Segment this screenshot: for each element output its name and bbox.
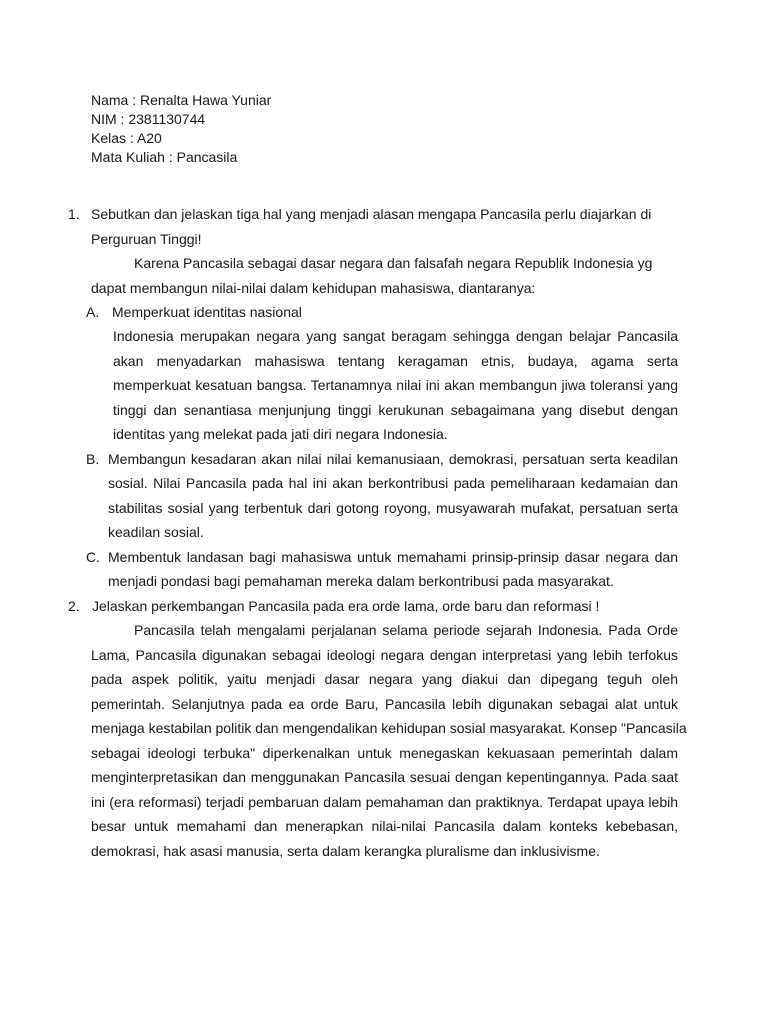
course-name: Mata Kuliah : Pancasila [91,149,238,165]
item-b-line: sosial. Nilai Pancasila pada hal ini akan berkontribusi pada pemeliharaan kedamaian dan [108,475,678,491]
answer-2-line: ini (era reformasi) terjadi pembaruan dalam pemahaman dan praktiknya. Terdapat upaya lebih [91,794,678,810]
answer-1-intro-cont: dapat membangun nilai-nilai dalam kehidupan mahasiswa, diantaranya: [91,280,536,296]
answer-2-line: pada aspek politik, yaitu menjadi dasar negara yang diakui dan dipegang teguh oleh [91,671,678,687]
item-a-line: identitas yang melekat pada jati diri negara Indonesia. [113,426,448,442]
answer-2-line: besar untuk memahami dan menerapkan nilai-nilai Pancasila dalam konteks kebebasan, [91,818,678,834]
item-b-line: keadilan sosial. [108,524,204,540]
student-nim: NIM : 2381130744 [91,111,206,127]
answer-2-line: sebagai ideologi terbuka" diperkenalkan untuk menegaskan kekuasaan pemerintah dalam [91,745,678,761]
item-a-marker: A. [86,304,100,320]
item-c-line: Membentuk landasan bagi mahasiswa untuk memahami prinsip-prinsip dasar negara dan [108,549,678,565]
question-2-number: 2. [68,598,80,614]
item-a-title: Memperkuat identitas nasional [112,304,302,320]
item-b-marker: B. [86,451,100,467]
answer-2-line: demokrasi, hak asasi manusia, serta dalam kerangka pluralisme dan inklusivisme. [91,843,600,859]
question-2-text: Jelaskan perkembangan Pancasila pada era orde lama, orde baru dan reformasi ! [92,598,600,614]
answer-2-line: menginterpretasikan dan menggunakan Pancasila sesuai dengan kepentingannya. Pada saat [91,769,678,785]
answer-2-line: Lama, Pancasila digunakan sebagai ideologi negara dengan interpretasi yang lebih terfokus [91,647,678,663]
answer-1-intro: Karena Pancasila sebagai dasar negara dan falsafah negara Republik Indonesia yg [134,255,653,271]
student-name: Nama : Renalta Hawa Yuniar [91,92,272,108]
item-c-marker: C. [86,549,100,565]
item-c-line: menjadi pondasi bagi pemahaman mereka dalam berkontribusi pada masyarakat. [108,573,614,589]
answer-2-line: menjaga kestabilan politik dan mengendalikan kehidupan sosial masyarakat. Konsep "Pancasila [91,720,687,736]
item-a-line: memperkuat kesatuan bangsa. Tertanamnya nilai ini akan membangun jiwa toleransi yang [113,377,678,393]
item-b-line: stabilitas sosial yang terbentuk dari gotong royong, musyawarah mufakat, persatuan serta [108,500,678,516]
answer-2-line: Pancasila telah mengalami perjalanan selama periode sejarah Indonesia. Pada Orde [134,622,678,638]
item-a-line: tinggi dan senantiasa menjunjung tinggi kerukunan sebagaimana yang disebut dengan [113,402,678,418]
student-class: Kelas : A20 [91,130,162,146]
question-1-text: Sebutkan dan jelaskan tiga hal yang menjadi alasan mengapa Pancasila perlu diajarkan di [91,206,652,222]
answer-2-line: pemerintah. Selanjutnya pada ea orde Baru, Pancasila lebih digunakan sebagai alat untuk [91,696,678,712]
item-a-line: Indonesia merupakan negara yang sangat beragam sehingga dengan belajar Pancasila [113,328,678,344]
question-1-number: 1. [68,206,80,222]
student-info [91,91,271,167]
item-b-line: Membangun kesadaran akan nilai nilai kemanusiaan, demokrasi, persatuan serta keadilan [108,451,678,467]
item-a-line: akan menyadarkan mahasiswa tentang keragaman etnis, budaya, agama serta [113,353,678,369]
question-1-text-cont: Perguruan Tinggi! [91,231,202,247]
